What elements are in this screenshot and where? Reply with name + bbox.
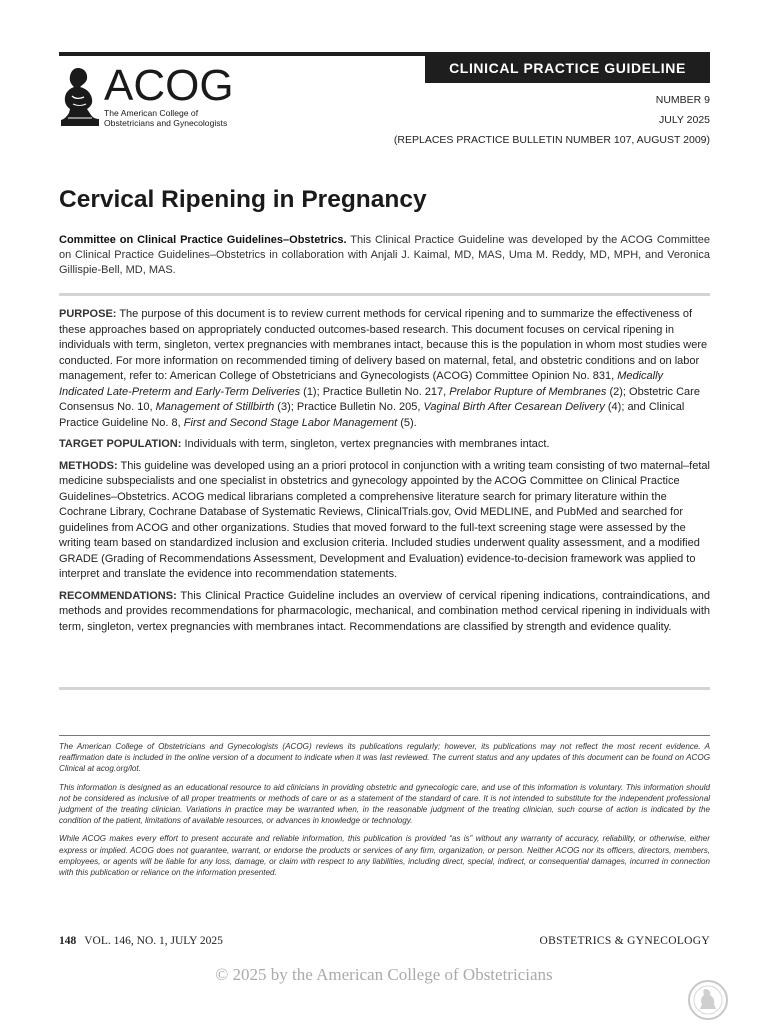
replaces-note: (REPLACES PRACTICE BULLETIN NUMBER 107, AUGUST 2009) bbox=[393, 134, 710, 146]
journal-name: OBSTETRICS & GYNECOLOGY bbox=[539, 935, 710, 947]
purpose-text-1: The purpose of this document is to review current methods for cervical ripening and to summarize the effectiveness of these approaches based on appropriately conducted outcomes-based research. This document focuses on cervical ripening in individuals with term, singleton, vertex pregnancies with membranes intact, because this is the population in whom most studies were conducted. For more information on recommended timing of delivery based on maternal, fetal, and obstetric conditions and on labor management, refer to: American College of Obstetricians and Gynecologists (ACOG) Committee Opinion No. 831, bbox=[59, 308, 708, 382]
purpose-ref-2: Prelabor Rupture of Membranes bbox=[449, 385, 607, 398]
target-text: Individuals with term, singleton, vertex pregnancies with membranes intact. bbox=[181, 438, 550, 450]
document-type-banner: CLINICAL PRACTICE GUIDELINE bbox=[425, 53, 710, 83]
acog-seal-icon bbox=[686, 979, 730, 1021]
purpose-text-3: (2); Obstetric Care Consensus No. 10, bbox=[59, 385, 700, 413]
notes-divider bbox=[59, 735, 710, 736]
logo-subline bbox=[104, 109, 244, 128]
document-number: NUMBER 9 bbox=[655, 94, 710, 106]
purpose-text-2: (1); Practice Bulletin No. 217, bbox=[300, 385, 450, 398]
purpose-ref-4: Vaginal Birth After Cesarean Delivery bbox=[423, 401, 605, 413]
document-meta bbox=[394, 93, 710, 153]
purpose-ref-1: Medically Indicated Late-Preterm and Early-Term Deliveries bbox=[59, 370, 664, 398]
purpose-text-6: (5). bbox=[397, 416, 417, 429]
abstract-top-rule bbox=[59, 293, 710, 296]
page-footer bbox=[59, 935, 710, 947]
acog-logo bbox=[58, 61, 238, 132]
educational-note: This information is designed as an educational resource to aid clinicians in providing obstetric and gynecologic care, and use of this information is voluntary. This information should not be considered as inclusive of all proper treatments or methods of care or as a statement of the standard of care. It is not intended to substitute for the independent professional judgment of the treating clinician. Variations in practice may be warranted when, in the reasonable judgment of the treating clinician, such course of action is indicated by the condition of the patient, limitations of available resources, or advances in knowledge or technology. bbox=[59, 782, 710, 826]
purpose-ref-3: Management of Stillbirth bbox=[155, 401, 275, 413]
logo-wordmark: ACOG bbox=[104, 61, 234, 110]
warranty-note: While ACOG makes every effort to present accurate and reliable information, this publication is provided “as is” without any warranty of accuracy, reliability, or otherwise, either express or implied. ACOG does not guarantee, warrant, or endorse the products or services of any firm, organization, or person. Neither ACOG nor its officers, directors, members, employees, or agents will be liable for any loss, damage, or claim with respect to any liabilities, including direct, special, indirect, or consequential damages, incurred in connection with this publication or reliance on the information presented. bbox=[59, 834, 710, 878]
methods-text: This guideline was developed using an a priori protocol in conjunction with a writing team consisting of two maternal–fetal medicine subspecialists and one specialist in obstetrics and gynecology appointed by the ACOG Committee on Clinical Practice Guidelines–Obstetrics. ACOG medical librarians completed a comprehensive literature search for primary literature within the Cochrane Library, Cochrane Database of Systematic Reviews, ClinicalTrials.gov, Ovid MEDLINE, and PubMed and searched for guidelines from ACOG and other organizations. Studies that moved forward to the full-text screening stage were assessed by the writing team based on standardized inclusion and exclusion criteria. Included studies underwent quality assessment, and a modified GRADE (Grading of Recommendations Assessment, Development and Evaluation) evidence-to-decision framework was applied to interpret and translate the evidence into recommendation statements. bbox=[59, 459, 710, 580]
authors-text: This Clinical Practice Guideline was developed by the ACOG Committee on Clinical Practice Guidelines–Obstetrics in collaboration with Anjali J. Kaimal, MD, MAS, Uma M. Reddy, MD, MPH, and Veronica Gillispie-Bell, MD, MAS. bbox=[59, 234, 710, 277]
purpose-paragraph bbox=[59, 307, 710, 431]
purpose-label: PURPOSE: bbox=[59, 308, 117, 320]
abstract-bottom-rule bbox=[59, 687, 710, 690]
disclaimer-notes bbox=[59, 741, 710, 885]
copyright-watermark: © 2025 by the American College of Obstetricians bbox=[215, 965, 553, 984]
target-paragraph bbox=[59, 437, 710, 453]
purpose-text-4: (3); Practice Bulletin No. 205, bbox=[274, 401, 424, 413]
committee-name: Committee on Clinical Practice Guidelines–Obstetrics. bbox=[59, 234, 347, 246]
page-title: Cervical Ripening in Pregnancy bbox=[59, 186, 427, 213]
methods-paragraph bbox=[59, 459, 710, 583]
journal-volume: VOL. 146, NO. 1, JULY 2025 bbox=[84, 935, 223, 947]
acog-emblem-icon bbox=[58, 66, 102, 128]
page-number: 148 bbox=[59, 935, 77, 947]
logo-subline-1: The American College of bbox=[104, 108, 199, 118]
purpose-ref-5: First and Second Stage Labor Management bbox=[183, 416, 398, 429]
authors-paragraph bbox=[59, 233, 710, 279]
target-label: TARGET POPULATION: bbox=[59, 438, 182, 450]
recommendations-text: This Clinical Practice Guideline includes an overview of cervical ripening indications, contraindications, and methods and provides recommendations for pharmacologic, mechanical, and combination method cervical ripening in individuals with term, singleton, vertex pregnancies with membranes intact. Recommendations are classified by strength and evidence quality. bbox=[59, 589, 710, 633]
abstract-section bbox=[59, 307, 710, 641]
methods-label: METHODS: bbox=[59, 459, 118, 472]
recommendations-label: RECOMMENDATIONS: bbox=[59, 589, 177, 602]
document-date: JULY 2025 bbox=[659, 114, 710, 126]
review-note: The American College of Obstetricians and Gynecologists (ACOG) reviews its publications regularly; however, its publications may not reflect the most recent evidence. A reaffirmation date is included in the online version of a document to indicate when it was last reviewed. The current status and any updates of this document can be found on ACOG Clinical at acog.org/lot. bbox=[59, 742, 710, 774]
recommendations-paragraph bbox=[59, 589, 710, 636]
logo-subline-2: Obstetricians and Gynecologists bbox=[104, 117, 228, 128]
purpose-text-5: (4); and Clinical Practice Guideline No. 8, bbox=[59, 401, 685, 429]
